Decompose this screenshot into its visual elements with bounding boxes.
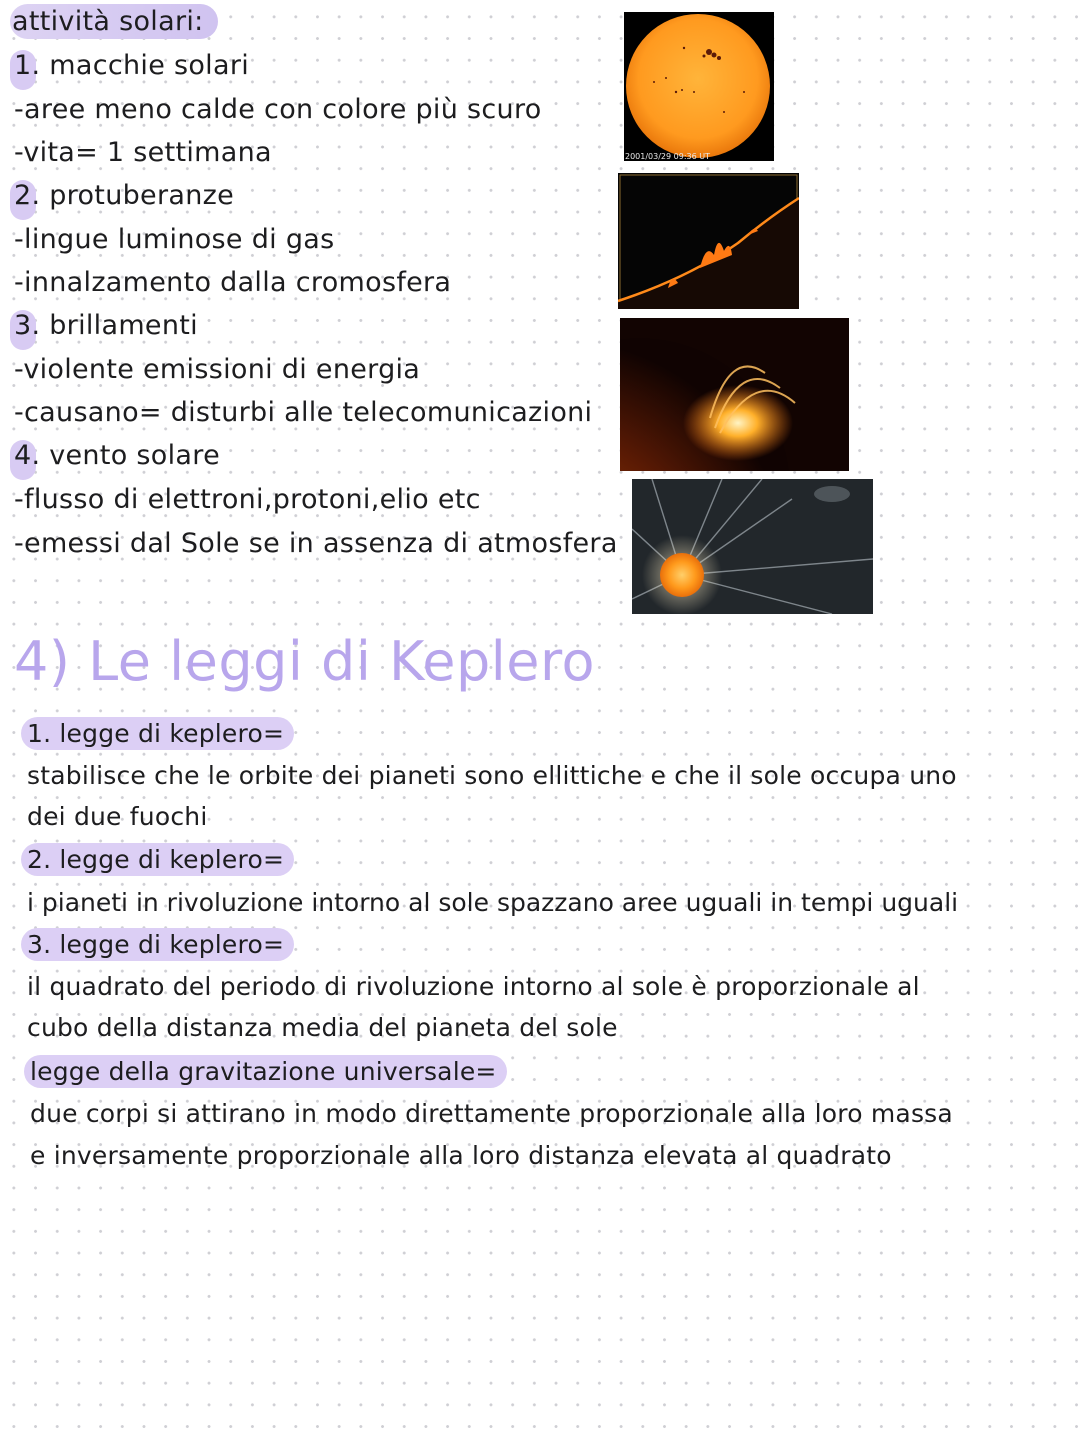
law3-text-2: cubo della distanza media del pianeta del sole [27, 1013, 618, 1042]
solar-line-5: -lingue luminose di gas [14, 224, 335, 255]
solar-line-9: -causano= disturbi alle telecomunicazioni [14, 397, 593, 428]
solar-line-10: 4. vento solare [14, 440, 220, 471]
law2-label-text: 2. legge di keplero= [21, 843, 294, 876]
law3-label-text: 3. legge di keplero= [21, 928, 294, 961]
law2-label [27, 845, 294, 874]
sunspots-timestamp: 2001/03/29 09:36 UT [625, 152, 710, 161]
law1-label [27, 719, 294, 748]
solar-line-7: 3. brillamenti [14, 310, 198, 341]
law3-text-1: il quadrato del periodo di rivoluzione intorno al sole è proporzionale al [27, 972, 920, 1001]
gravitation-text-2: e inversamente proporzionale alla loro distanza elevata al quadrato [30, 1141, 892, 1170]
solar-line-6: -innalzamento dalla cromosfera [14, 267, 452, 298]
gravitation-label [30, 1057, 507, 1086]
prominence-image [618, 173, 799, 309]
solar-line-8: -violente emissioni di energia [14, 354, 421, 385]
solar-header [14, 6, 218, 37]
solar-line-11: -flusso di elettroni,protoni,elio etc [14, 484, 481, 515]
sunspots-image [624, 12, 774, 161]
law3-label [27, 930, 294, 959]
solar-line-4: 2. protuberanze [14, 180, 234, 211]
law1-label-text: 1. legge di keplero= [21, 717, 294, 750]
solar-header-text: attività solari: [10, 4, 218, 39]
gravitation-label-text: legge della gravitazione universale= [24, 1055, 507, 1088]
law1-text-1: stabilisce che le orbite dei pianeti sono ellittiche e che il sole occupa uno [27, 761, 957, 790]
solar-line-1: 1. macchie solari [14, 50, 250, 81]
solar-line-2: -aree meno calde con colore più scuro [14, 94, 542, 125]
law1-text-2: dei due fuochi [27, 802, 208, 831]
law2-text: i pianeti in rivoluzione intorno al sole spazzano aree uguali in tempi uguali [27, 888, 959, 917]
solar-line-3: -vita= 1 settimana [14, 137, 272, 168]
kepler-title: 4) Le leggi di Keplero [14, 630, 596, 693]
gravitation-text-1: due corpi si attirano in modo direttamente proporzionale alla loro massa [30, 1099, 953, 1128]
solar-line-12: -emessi dal Sole se in assenza di atmosfera [14, 528, 618, 559]
solar-wind-image [632, 479, 873, 614]
flare-image [620, 318, 849, 471]
